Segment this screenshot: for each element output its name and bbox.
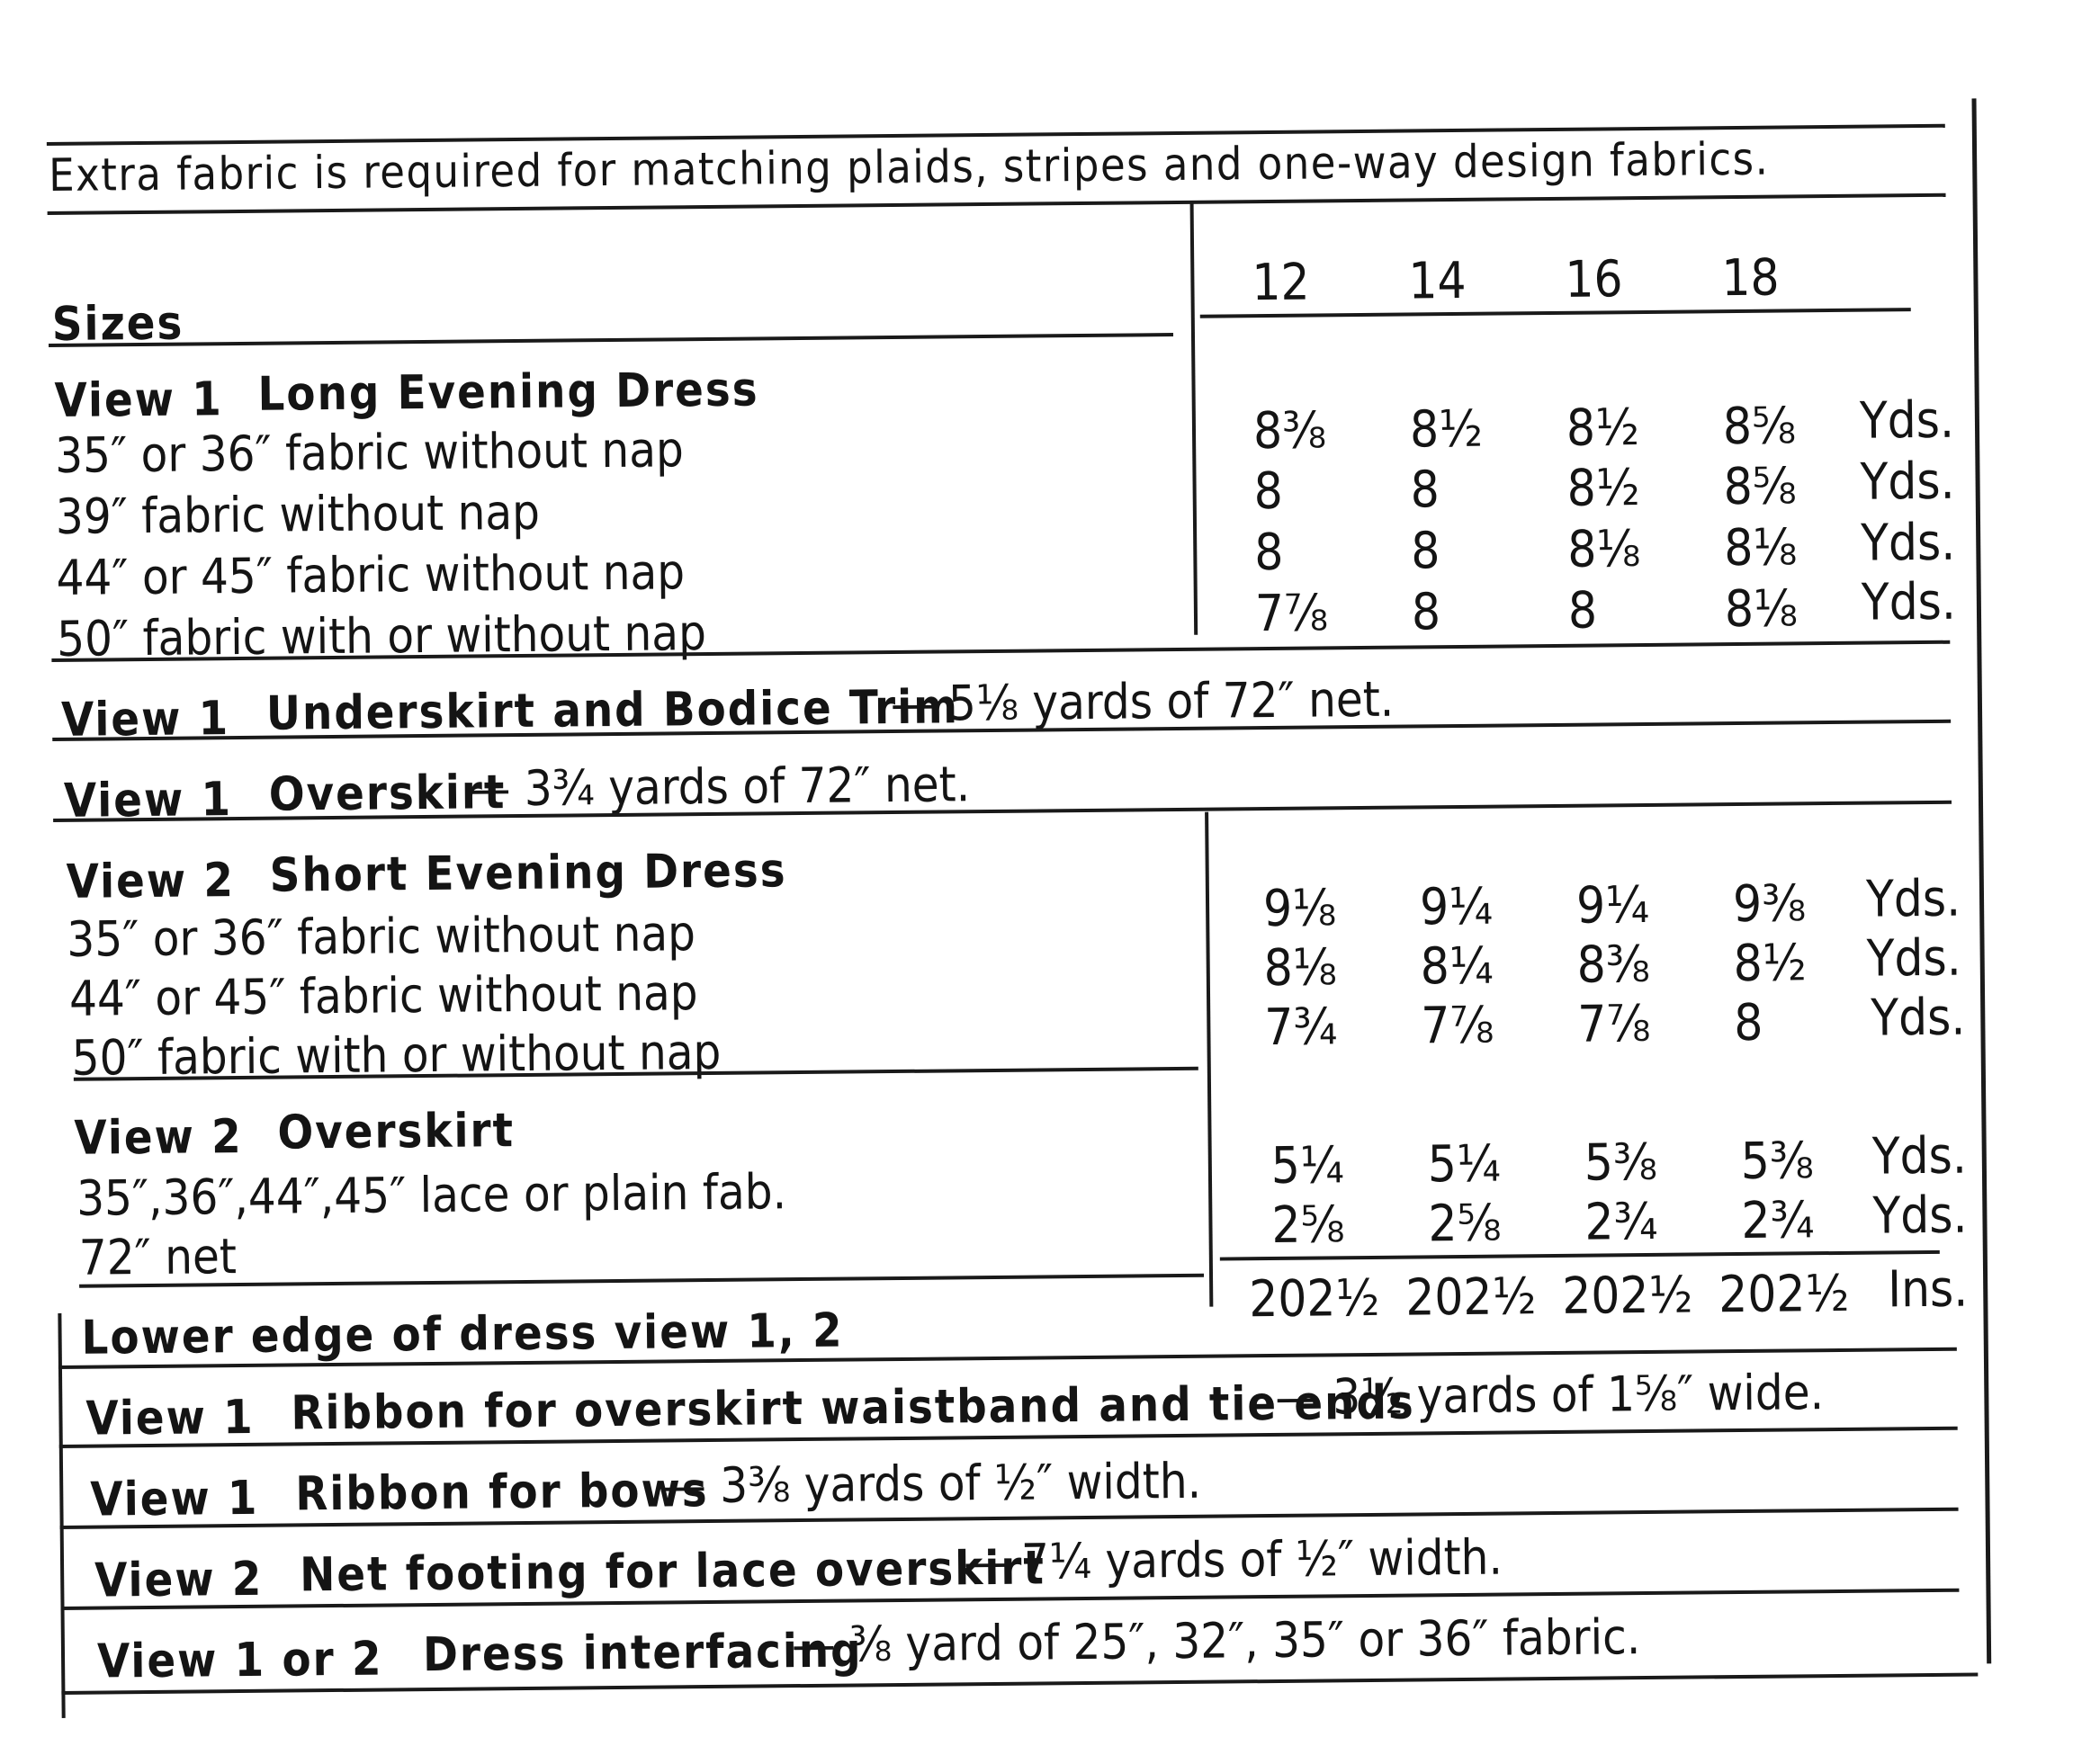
notion-3-view: View 2 bbox=[94, 1552, 264, 1608]
notion-2-title: Ribbon for bows bbox=[295, 1464, 709, 1522]
view2-row2-unit: Yds. bbox=[1866, 928, 1961, 989]
view1-row4-size12: 7⅞ bbox=[1254, 584, 1329, 644]
view2-overskirt-row1-size18: 5⅜ bbox=[1740, 1132, 1815, 1191]
view2-row3-unit: Yds. bbox=[1871, 988, 1966, 1048]
view1-row1-label: 35″ or 36″ fabric without nap bbox=[54, 421, 685, 484]
lower-edge-size14: 202½ bbox=[1404, 1267, 1537, 1328]
view2-row1-label: 35″ or 36″ fabric without nap bbox=[67, 905, 696, 968]
view1-row3-size12: 8 bbox=[1254, 523, 1284, 583]
left-border bbox=[58, 1313, 65, 1718]
view2-row3-size12: 7¾ bbox=[1264, 998, 1338, 1058]
size-14: 14 bbox=[1408, 251, 1467, 311]
view1-row2-size12: 8 bbox=[1253, 461, 1284, 522]
view2-title: Short Evening Dress bbox=[269, 844, 787, 903]
view2-row2-size14: 8¼ bbox=[1420, 936, 1494, 997]
view2-overskirt-rule-left bbox=[79, 1274, 1204, 1288]
view2-row3-size18: 8 bbox=[1734, 993, 1763, 1053]
view2-overskirt-row1-size12: 5¼ bbox=[1270, 1136, 1345, 1196]
view2-overskirt-row2-label: 72″ net bbox=[78, 1228, 238, 1286]
view2-row1-size16: 9¼ bbox=[1575, 875, 1650, 936]
view1-row4-unit: Yds. bbox=[1861, 572, 1957, 632]
lower-edge-size16: 202½ bbox=[1561, 1266, 1693, 1326]
view2-row2-label: 44″ or 45″ fabric without nap bbox=[68, 964, 698, 1027]
view1-row3-size18: 8⅛ bbox=[1723, 518, 1798, 578]
overskirt-text: — 3¾ yards of 72″ net. bbox=[466, 756, 971, 818]
lower-edge-unit: Ins. bbox=[1887, 1259, 1969, 1320]
size-12: 12 bbox=[1252, 253, 1310, 313]
view1-row1-size18: 8⅝ bbox=[1722, 397, 1797, 457]
view2-row3-size14: 7⅞ bbox=[1421, 996, 1494, 1056]
notion-3-title: Net footing for lace overskirt bbox=[299, 1541, 1046, 1603]
view1-row3-label: 44″ or 45″ fabric without nap bbox=[56, 543, 686, 606]
view2-row1-size14: 9¼ bbox=[1419, 877, 1494, 937]
view2-overskirt-row2-size16: 2¾ bbox=[1584, 1192, 1658, 1252]
view1-row4-size14: 8 bbox=[1411, 583, 1441, 642]
view2-row1-size18: 9⅜ bbox=[1732, 874, 1807, 935]
view2-row1-unit: Yds. bbox=[1865, 869, 1961, 929]
view2-overskirt-title: Overskirt bbox=[277, 1104, 516, 1160]
notion-2-view: View 1 bbox=[90, 1471, 259, 1527]
view1-row1-size16: 8½ bbox=[1566, 398, 1640, 458]
view2-overskirt-row1-size14: 5¼ bbox=[1427, 1134, 1502, 1195]
column-divider-1 bbox=[1190, 203, 1198, 635]
overskirt-title: Overskirt bbox=[268, 766, 507, 822]
view2-overskirt-view: View 2 bbox=[74, 1109, 243, 1166]
view1-row3-size16: 8⅛ bbox=[1566, 520, 1641, 579]
notion-4-text: — ⅜ yard of 25″, 32″, 35″ or 36″ fabric. bbox=[791, 1608, 1641, 1674]
view1-row1-size14: 8½ bbox=[1409, 399, 1484, 460]
view2-row3-label: 50″ fabric with or without nap bbox=[71, 1023, 722, 1087]
view1-row4-label: 50″ fabric with or without nap bbox=[56, 604, 707, 667]
lower-edge-label: Lower edge of dress view 1, 2 bbox=[81, 1303, 844, 1366]
notion-4-view: View 1 or 2 bbox=[96, 1632, 383, 1689]
notion-1-text: — 3½ yards of 1⅝″ wide. bbox=[1275, 1364, 1825, 1426]
view1-row3-size14: 8 bbox=[1410, 522, 1440, 581]
view2-overskirt-row2-unit: Yds. bbox=[1872, 1186, 1968, 1246]
view1-row2-size16: 8½ bbox=[1566, 459, 1640, 518]
view2-overskirt-row1-label: 35″,36″,44″,45″ lace or plain fab. bbox=[76, 1163, 787, 1227]
size-16: 16 bbox=[1565, 250, 1623, 309]
view1-row2-label: 39″ fabric without nap bbox=[55, 483, 541, 545]
size-18: 18 bbox=[1721, 248, 1780, 309]
view1-row2-unit: Yds. bbox=[1860, 452, 1955, 512]
view2-overskirt-row2-size12: 2⅝ bbox=[1271, 1195, 1345, 1256]
view2-overskirt-row1-size16: 5⅜ bbox=[1584, 1133, 1658, 1193]
underskirt-title: Underskirt and Bodice Trim bbox=[265, 680, 960, 741]
view2-label: View 2 bbox=[66, 854, 236, 909]
view2-overskirt-row1-unit: Yds. bbox=[1871, 1126, 1968, 1186]
sizes-rule-left bbox=[49, 333, 1173, 347]
view2-row2-size16: 8⅜ bbox=[1576, 935, 1650, 995]
view1-row2-size18: 8⅝ bbox=[1723, 457, 1797, 517]
view2-overskirt-row2-size14: 2⅝ bbox=[1428, 1194, 1502, 1254]
view2-row3-size16: 7⅞ bbox=[1577, 994, 1651, 1054]
view2-overskirt-row2-size18: 2¾ bbox=[1741, 1191, 1815, 1250]
lower-edge-size12: 202½ bbox=[1248, 1268, 1380, 1330]
view1-row4-size18: 8⅛ bbox=[1724, 579, 1799, 640]
view2-row2-size18: 8½ bbox=[1733, 934, 1807, 994]
notion-4-title: Dress interfacing bbox=[422, 1624, 863, 1683]
view1-row4-size16: 8 bbox=[1567, 581, 1598, 640]
column-divider-2 bbox=[1205, 812, 1213, 1307]
view1-row1-unit: Yds. bbox=[1859, 390, 1955, 451]
view2-row2-size12: 8⅛ bbox=[1263, 938, 1337, 998]
sizes-label: Sizes bbox=[51, 296, 184, 352]
header-note: Extra fabric is required for matching plaids, stripes and one-way design fabrics. bbox=[48, 132, 1770, 202]
notion-1-title: Ribbon for overskirt waistband and tie ends bbox=[291, 1375, 1416, 1441]
overskirt-view: View 1 bbox=[63, 773, 233, 828]
view1-row2-size14: 8 bbox=[1410, 461, 1440, 520]
view1-title: Long Evening Dress bbox=[257, 363, 759, 422]
notion-3-text: — 7¼ yards of ½″ width. bbox=[963, 1528, 1503, 1591]
underskirt-text: — 5⅛ yards of 72″ net. bbox=[890, 670, 1395, 733]
right-border bbox=[1972, 98, 1992, 1663]
notion-2-text: — 3⅜ yards of ½″ width. bbox=[661, 1452, 1202, 1515]
view1-row3-unit: Yds. bbox=[1860, 513, 1956, 573]
view1-row1-size12: 8⅜ bbox=[1252, 401, 1327, 461]
view1-label: View 1 bbox=[54, 372, 224, 428]
notion-1-view: View 1 bbox=[85, 1390, 255, 1446]
underskirt-view: View 1 bbox=[60, 692, 230, 748]
view2-row1-size12: 9⅛ bbox=[1262, 879, 1337, 939]
lower-edge-size18: 202½ bbox=[1718, 1264, 1850, 1325]
